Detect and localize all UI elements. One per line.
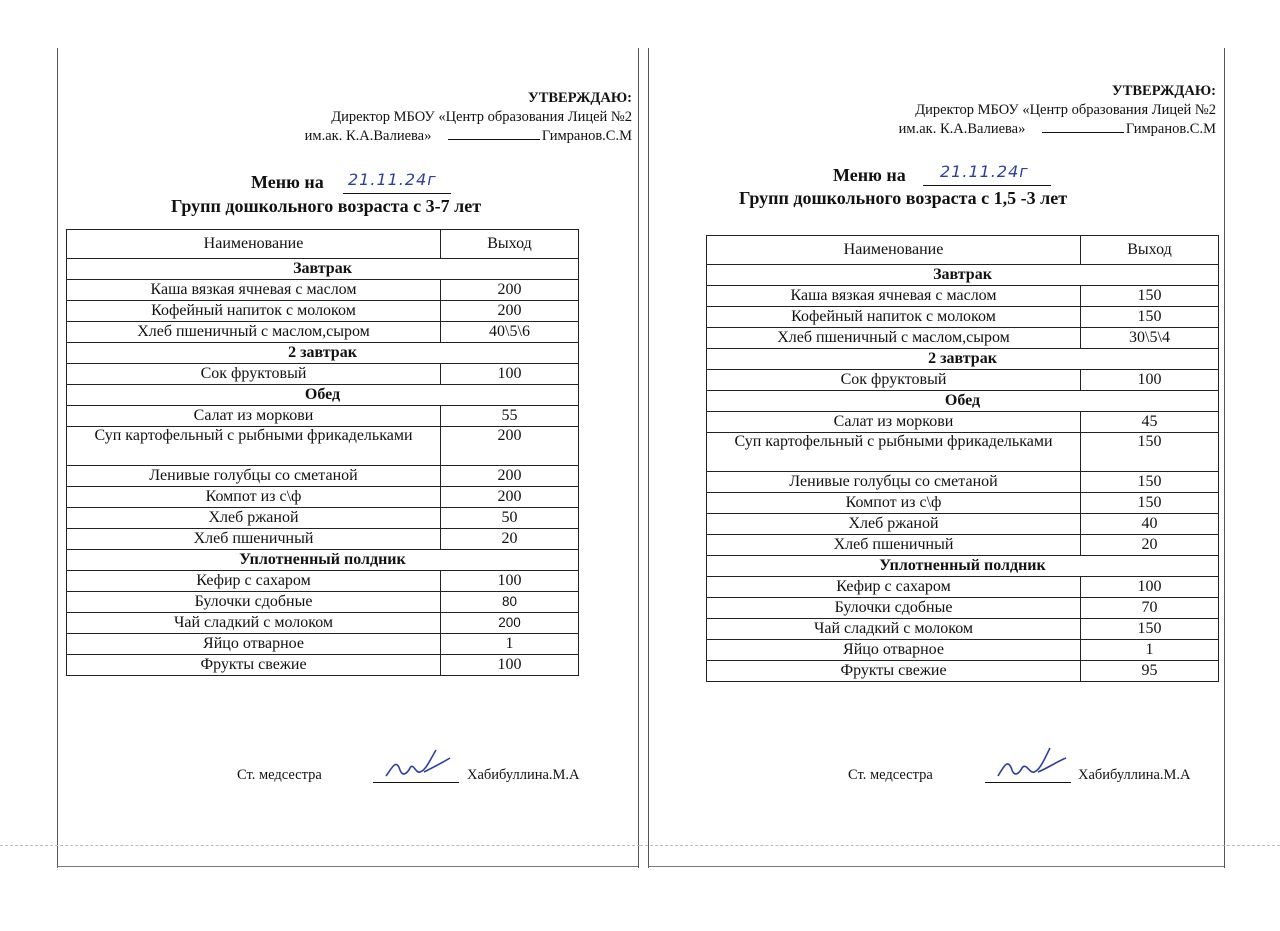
handwritten-date: 21.11.24г bbox=[940, 162, 1029, 181]
dish-portion: 55 bbox=[441, 406, 579, 427]
dish-name: Чай сладкий с молоком bbox=[67, 613, 441, 634]
nurse-label: Ст. медсестра bbox=[848, 767, 933, 783]
dish-portion: 150 bbox=[1081, 493, 1219, 514]
menu-sheet-right bbox=[640, 0, 1280, 931]
meal-section-title: 2 завтрак bbox=[67, 343, 579, 364]
column-header-qty: Выход bbox=[1081, 236, 1219, 265]
dish-name: Кефир с сахаром bbox=[707, 577, 1081, 598]
dish-name: Сок фруктовый bbox=[707, 370, 1081, 391]
dish-name: Хлеб ржаной bbox=[67, 508, 441, 529]
table-row bbox=[707, 307, 1219, 328]
dish-name: Компот из с\ф bbox=[67, 487, 441, 508]
dish-portion: 1 bbox=[1081, 640, 1219, 661]
dish-name: Каша вязкая ячневая с маслом bbox=[707, 286, 1081, 307]
dish-portion: 150 bbox=[1081, 307, 1219, 328]
nurse-label: Ст. медсестра bbox=[237, 767, 322, 783]
scan-fold-line bbox=[0, 845, 640, 846]
dish-portion: 40\5\6 bbox=[441, 322, 579, 343]
meal-section-title: 2 завтрак bbox=[707, 349, 1219, 370]
table-row bbox=[67, 613, 579, 634]
table-row bbox=[707, 433, 1219, 472]
table-row bbox=[67, 427, 579, 466]
dish-portion: 150 bbox=[1081, 619, 1219, 640]
dish-portion: 50 bbox=[441, 508, 579, 529]
sheet-border-left bbox=[648, 48, 649, 868]
table-row bbox=[67, 571, 579, 592]
dish-portion: 40 bbox=[1081, 514, 1219, 535]
approval-signature-blank bbox=[448, 127, 540, 140]
column-header-qty: Выход bbox=[441, 230, 579, 259]
dish-portion: 100 bbox=[441, 655, 579, 676]
approval-line2 bbox=[305, 127, 632, 146]
menu-date-label: Меню на bbox=[833, 165, 906, 185]
dish-name: Хлеб пшеничный bbox=[67, 529, 441, 550]
date-underline bbox=[343, 193, 451, 194]
dish-name: Салат из моркови bbox=[707, 412, 1081, 433]
table-row bbox=[707, 598, 1219, 619]
dish-name: Ленивые голубцы со сметаной bbox=[67, 466, 441, 487]
meal-section-title: Обед bbox=[707, 391, 1219, 412]
dish-portion: 150 bbox=[1081, 472, 1219, 493]
dish-name: Булочки сдобные bbox=[67, 592, 441, 613]
table-row bbox=[707, 328, 1219, 349]
dish-name: Хлеб ржаной bbox=[707, 514, 1081, 535]
menu-table bbox=[706, 235, 1219, 682]
sheet-border-right bbox=[1224, 48, 1225, 868]
meal-section-title: Завтрак bbox=[67, 259, 579, 280]
meal-section-row bbox=[707, 556, 1219, 577]
dish-portion: 100 bbox=[441, 364, 579, 385]
approval-title: УТВЕРЖДАЮ: bbox=[1112, 83, 1216, 99]
meal-section-row bbox=[707, 349, 1219, 370]
table-row bbox=[707, 412, 1219, 433]
column-header-name: Наименование bbox=[67, 230, 441, 259]
sheet-border-bottom bbox=[57, 866, 638, 867]
dish-name: Суп картофельный с рыбными фрикадельками bbox=[707, 433, 1081, 472]
table-row bbox=[67, 364, 579, 385]
dish-name: Каша вязкая ячневая с маслом bbox=[67, 280, 441, 301]
dish-name: Фрукты свежие bbox=[67, 655, 441, 676]
approval-signature-blank bbox=[1042, 120, 1124, 133]
table-row bbox=[707, 577, 1219, 598]
table-row bbox=[67, 466, 579, 487]
table-row bbox=[707, 286, 1219, 307]
scan-fold-line bbox=[640, 845, 1280, 846]
dish-portion: 70 bbox=[1081, 598, 1219, 619]
dish-name: Фрукты свежие bbox=[707, 661, 1081, 682]
nurse-signature bbox=[380, 742, 460, 784]
meal-section-row bbox=[67, 343, 579, 364]
table-row bbox=[707, 514, 1219, 535]
sheet-border-left bbox=[57, 48, 58, 868]
nurse-name: Хабибуллина.М.А bbox=[1078, 767, 1191, 783]
approval-director-name: Гимранов.С.М bbox=[1125, 121, 1216, 137]
approval-school: им.ак. К.А.Валиева» bbox=[304, 128, 432, 144]
dish-portion: 200 bbox=[441, 613, 579, 634]
dish-name: Компот из с\ф bbox=[707, 493, 1081, 514]
dish-portion: 100 bbox=[1081, 370, 1219, 391]
sheet-border-right bbox=[638, 48, 639, 868]
dish-portion: 200 bbox=[441, 301, 579, 322]
table-row bbox=[67, 508, 579, 529]
dish-name: Хлеб пшеничный с маслом,сыром bbox=[707, 328, 1081, 349]
dish-name: Булочки сдобные bbox=[707, 598, 1081, 619]
group-title: Групп дошкольного возраста с 1,5 -3 лет bbox=[739, 188, 1068, 208]
meal-section-row bbox=[707, 391, 1219, 412]
table-row bbox=[67, 280, 579, 301]
approval-director: Директор МБОУ «Центр образования Лицей №2 bbox=[331, 109, 632, 125]
dish-name: Кофейный напиток с молоком bbox=[67, 301, 441, 322]
table-row bbox=[707, 472, 1219, 493]
menu-table bbox=[66, 229, 579, 676]
dish-name: Чай сладкий с молоком bbox=[707, 619, 1081, 640]
dish-name: Яйцо отварное bbox=[707, 640, 1081, 661]
dish-portion: 30\5\4 bbox=[1081, 328, 1219, 349]
table-row bbox=[707, 535, 1219, 556]
table-row bbox=[67, 301, 579, 322]
meal-section-row bbox=[67, 550, 579, 571]
dish-portion: 150 bbox=[1081, 286, 1219, 307]
dish-name: Салат из моркови bbox=[67, 406, 441, 427]
dish-name: Сок фруктовый bbox=[67, 364, 441, 385]
column-header-name: Наименование bbox=[707, 236, 1081, 265]
meal-section-title: Обед bbox=[67, 385, 579, 406]
table-row bbox=[707, 493, 1219, 514]
approval-director: Директор МБОУ «Центр образования Лицей №2 bbox=[915, 102, 1216, 118]
table-row bbox=[67, 634, 579, 655]
dish-name: Ленивые голубцы со сметаной bbox=[707, 472, 1081, 493]
dish-portion: 200 bbox=[441, 487, 579, 508]
dish-portion: 200 bbox=[441, 427, 579, 466]
table-row bbox=[67, 322, 579, 343]
nurse-signature bbox=[992, 740, 1076, 784]
dish-name: Кефир с сахаром bbox=[67, 571, 441, 592]
dish-portion: 200 bbox=[441, 466, 579, 487]
dish-portion: 95 bbox=[1081, 661, 1219, 682]
dish-portion: 20 bbox=[1081, 535, 1219, 556]
dish-portion: 100 bbox=[1081, 577, 1219, 598]
dish-portion: 45 bbox=[1081, 412, 1219, 433]
dish-portion: 20 bbox=[441, 529, 579, 550]
table-row bbox=[67, 529, 579, 550]
dish-name: Хлеб пшеничный с маслом,сыром bbox=[67, 322, 441, 343]
group-title: Групп дошкольного возраста с 3-7 лет bbox=[171, 196, 482, 216]
approval-school: им.ак. К.А.Валиева» bbox=[898, 121, 1026, 137]
approval-block bbox=[305, 89, 632, 146]
menu-date-label: Меню на bbox=[251, 172, 324, 192]
dish-portion: 80 bbox=[441, 592, 579, 613]
meal-section-title: Уплотненный полдник bbox=[67, 550, 579, 571]
approval-title: УТВЕРЖДАЮ: bbox=[528, 90, 632, 106]
meal-section-title: Завтрак bbox=[707, 265, 1219, 286]
table-row bbox=[67, 655, 579, 676]
dish-portion: 200 bbox=[441, 280, 579, 301]
table-row bbox=[67, 592, 579, 613]
dish-portion: 150 bbox=[1081, 433, 1219, 472]
table-row bbox=[707, 370, 1219, 391]
meal-section-row bbox=[67, 385, 579, 406]
dish-name: Хлеб пшеничный bbox=[707, 535, 1081, 556]
table-header-row bbox=[707, 236, 1219, 265]
dish-name: Кофейный напиток с молоком bbox=[707, 307, 1081, 328]
dish-name: Суп картофельный с рыбными фрикадельками bbox=[67, 427, 441, 466]
approval-line2 bbox=[899, 120, 1216, 139]
table-row bbox=[707, 640, 1219, 661]
dish-portion: 1 bbox=[441, 634, 579, 655]
table-row bbox=[707, 619, 1219, 640]
nurse-name: Хабибуллина.М.А bbox=[467, 767, 580, 783]
handwritten-date: 21.11.24г bbox=[348, 170, 437, 189]
approval-director-name: Гимранов.С.М bbox=[541, 128, 632, 144]
dish-portion: 100 bbox=[441, 571, 579, 592]
approval-block bbox=[899, 82, 1216, 139]
meal-section-row bbox=[67, 259, 579, 280]
meal-section-title: Уплотненный полдник bbox=[707, 556, 1219, 577]
table-row bbox=[67, 406, 579, 427]
meal-section-row bbox=[707, 265, 1219, 286]
table-row bbox=[707, 661, 1219, 682]
table-row bbox=[67, 487, 579, 508]
table-header-row bbox=[67, 230, 579, 259]
sheet-border-bottom bbox=[648, 866, 1224, 867]
dish-name: Яйцо отварное bbox=[67, 634, 441, 655]
date-underline bbox=[923, 185, 1051, 186]
